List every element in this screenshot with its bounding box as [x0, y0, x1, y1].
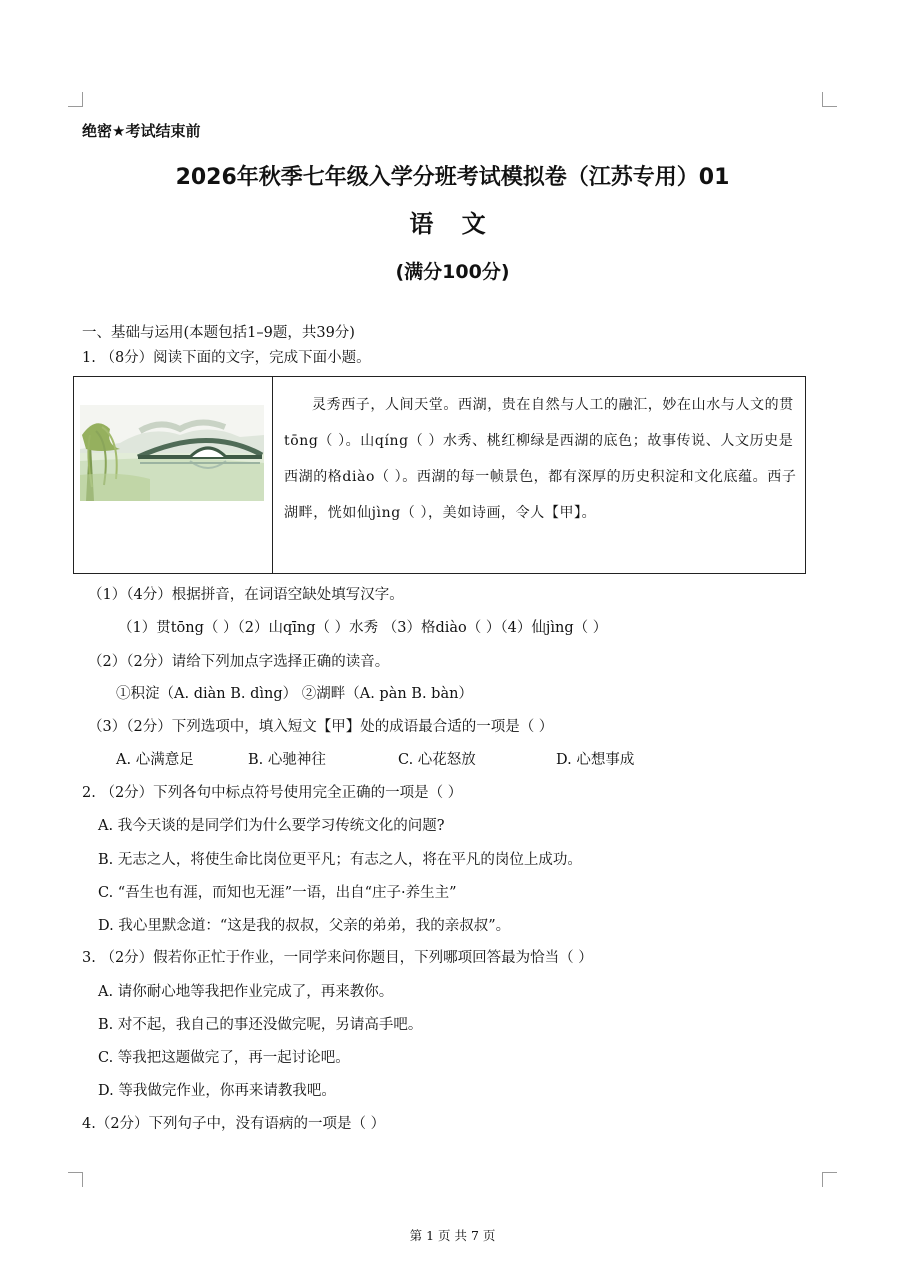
q2-option-d: D. 我心里默念道：“这是我的叔叔，父亲的弟弟，我的亲叔叔”。 [98, 918, 511, 934]
crop-mark-bottom-left [68, 1172, 83, 1187]
q1-sub3-option-c: C. 心花怒放 [398, 752, 476, 768]
passage-box-divider [272, 377, 273, 573]
page-title: 2026年秋季七年级入学分班考试模拟卷（江苏专用）01 [175, 165, 730, 190]
q1-sub3-option-a: A. 心满意足 [116, 752, 194, 768]
crop-mark-bottom-right [822, 1172, 837, 1187]
q3-stem: 3. （2分）假若你正忙于作业，一同学来问你题目，下列哪项回答最为恰当（ ） [82, 950, 593, 966]
q2-option-b: B. 无志之人，将使生命比岗位更平凡；有志之人，将在平凡的岗位上成功。 [98, 852, 582, 868]
q1-sub2-items: ①积淀（A. diàn B. dìng） ②湖畔（A. pàn B. bàn） [116, 686, 473, 702]
q3-option-a: A. 请你耐心地等我把作业完成了，再来教你。 [98, 984, 394, 1000]
passage-text: 灵秀西子，人间天堂。西湖，贵在自然与人工的融汇，妙在山水与人文的贯tōng（ ）。山qíng（ ）水秀、桃红柳绿是西湖的底色；故事传说、人文历史是西湖的格diào（ ）。西湖的每一帧景色，都有深厚的历史积淀和文化底蕴。西子湖畔，恍如仙jìng（ ），美如诗画，令人【甲】。 [284, 397, 797, 521]
q1-sub2-stem: （2）（2分）请给下列加点字选择正确的读音。 [88, 654, 390, 670]
q2-option-c: C. “吾生也有涯，而知也无涯”一语，出自“庄子·养生主” [98, 885, 457, 901]
passage-box [73, 376, 806, 574]
section-heading: 一、基础与运用(本题包括1–9题，共39分) [82, 325, 355, 341]
q1-sub3-stem: （3）（2分）下列选项中，填入短文【甲】处的成语最合适的一项是（ ） [88, 719, 554, 735]
subject-title: 语 文 [409, 210, 496, 238]
west-lake-bridge-illustration [80, 405, 264, 501]
q1-sub3-option-b: B. 心驰神往 [248, 752, 326, 768]
secret-label: 绝密★考试结束前 [82, 122, 201, 140]
q3-option-d: D. 等我做完作业，你再来请教我吧。 [98, 1083, 336, 1099]
q3-option-c: C. 等我把这题做完了，再一起讨论吧。 [98, 1050, 350, 1066]
q2-option-a: A. 我今天谈的是同学们为什么要学习传统文化的问题? [98, 818, 445, 834]
full-score: (满分100分) [395, 261, 510, 283]
q4-stem: 4.（2分）下列句子中，没有语病的一项是（ ） [82, 1116, 386, 1132]
q2-stem: 2. （2分）下列各句中标点符号使用完全正确的一项是（ ） [82, 785, 463, 801]
crop-mark-top-left [68, 92, 83, 107]
page-number: 第 1 页 共 7 页 [409, 1228, 496, 1243]
q1-sub3-option-d: D. 心想事成 [556, 752, 635, 768]
q1-sub1-items: （1）贯tōng（ ）（2）山qīng（ ）水秀 （3）格diào（ ）（4）仙jìng（ ） [118, 620, 608, 636]
q1-sub1-stem: （1）（4分）根据拼音，在词语空缺处填写汉字。 [88, 587, 404, 603]
q1-stem: 1. （8分）阅读下面的文字，完成下面小题。 [82, 350, 371, 366]
q3-option-b: B. 对不起，我自己的事还没做完呢，另请高手吧。 [98, 1017, 423, 1033]
crop-mark-top-right [822, 92, 837, 107]
